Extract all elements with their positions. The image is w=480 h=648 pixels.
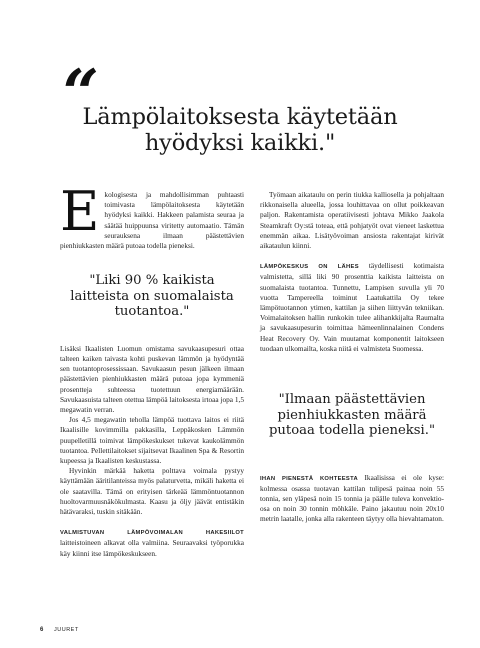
- pull-quote-left: "Liki 90 % kaikista laitteista on suomalaista tuotantoa.": [70, 273, 234, 320]
- right-column: [260, 190, 444, 525]
- body-paragraph: Hyvinkin märkää haketta polttava voimala pystyy käyttämään ääritilanteissa myös palaturvetta, mikäli haketta ei ole saatavilla. Tämä on erityisen tärkeää lämmöntuotannon huoltovarmuusnäkökulmasta. Kaasu ja öljy jäävät entistäkin hätävaraksi, tuskin sitäkään.: [60, 466, 244, 516]
- body-paragraph-with-lead: [60, 527, 244, 559]
- body-paragraph: Lisäksi Ikaalisten Luomun omistama savukaasupesuri ottaa talteen kaiken taivasta kohti puskevan lämmön ja hyödyntää sen tuotantoprosessissaan. Savukaasun pesun jälkeen ilmaan päästettävien pienhiukkasten määrä putoaa jopa kymmeniä prosentteja suhteessa tuotettuun energiamäärään. Savukaasuista talteen otettua lämpöä laitoksesta irtoaa jopa 1,5 megawatin verran.: [60, 343, 244, 414]
- lead-paragraph-text: Ikaalisissa ei ole kyse: kolmessa osassa tuotavan kattilan tulipesä painaa noin 55 tonnia, sen yläpesä noin 15 tonnia ja päälle tuleva konvektio-osa on noin 30 tonnin möhkäle. Paino jakautuu noin 20x10 metrin laatalle, jonka alla rakenteen täytyy olla hievahtamaton.: [260, 472, 445, 524]
- intro-paragraph: [60, 180, 244, 251]
- body-paragraph: Työmaan aikataulu on perin tiukka kalliosella ja pohjaltaan rikkonaisella alueella, jossa louhittavaa on ollut poikkeavan paljon. Rakentamista operatiivisesti johtava Mikko Jaakola Steamkraft Oy:stä toteaa, että pohjatyöt ovat vieneet laskettua enemmän aikaa. Lisätyövoiman ansiosta rakentajat kirivät aikataulun kiinni.: [260, 190, 444, 251]
- left-column: [60, 180, 244, 559]
- body-paragraph: Jos 4,5 megawatin teholla lämpöä tuottava laitos ei riitä Ikaalisille kovimmilla pakkasilla, Leppäkosken Lämmön puupelletillä toimivat lämpökeskukset tukevat kaukolämmön tuotantoa. Pellettilaitokset sijaitsevat Ikaalinen Spa & Resortin kupeessa ja Ikaalisten keskustassa.: [60, 415, 244, 465]
- lead-in: LÄMPÖKESKUS ON LÄHES: [260, 264, 359, 271]
- lead-paragraph-text: täydellisesti kotimaista valmistetta, sillä liki 90 prosenttia kaikista laitteista on suomalaista tuotantoa. Tunnettu, Lampisen suvulla yli 70 vuotta Tampereella toiminut Laatukattila Oy tekee lämpötuotannon ytimen, kattilan ja siihen liittyvän tekniikan. Voimalaitoksen hallin runkokin tulee alihankkijalta Raumalta ja savukaasupesurin toimittaa hämeenlinnalainen Condens Heat Recovery Oy. Vain muutamat komponentit laitokseen tuodaan ulkomailta, koska niitä ei valmisteta Suomessa.: [260, 261, 444, 353]
- lead-paragraph-text: laitteistoineen alkavat olla valmiina. Seuraavaksi työporukka käy kiinni itse lämpökeskukseen.: [60, 538, 244, 558]
- lead-in: IHAN PIENESTÄ KOHTEESTA: [260, 475, 358, 482]
- page-number: 6: [40, 627, 44, 633]
- drop-cap: E: [60, 180, 100, 243]
- pull-quote-right: "Ilmaan päästettävien pienhiukkasten määrä putoaa todella pieneksi.": [268, 392, 436, 439]
- body-paragraph-with-lead: [260, 261, 444, 354]
- lead-in: VALMISTUVAN LÄMPÖVOIMALAN HAKESIILOT: [60, 530, 244, 537]
- body-paragraph-with-lead: [260, 473, 444, 525]
- intro-text: kologisesta ja mahdollisimman puhtaasti toimivasta lämpölaitoksesta käytetään hyödyksi kaikki. Hakkeen palamista seuraa ja säätää huippuunsa viritetty automaatio. Tämän seurauksena ilmaan päästettävien pienhiukkasten määrä putoaa todella pieneksi.: [60, 190, 244, 251]
- headline-line-2: hyödyksi kaikki.": [144, 130, 336, 156]
- headline: [0, 104, 480, 156]
- decorative-quote-mark: “: [54, 56, 103, 131]
- magazine-name: JUURET: [54, 627, 79, 633]
- headline-line-1: Lämpölaitoksesta käytetään: [82, 104, 398, 130]
